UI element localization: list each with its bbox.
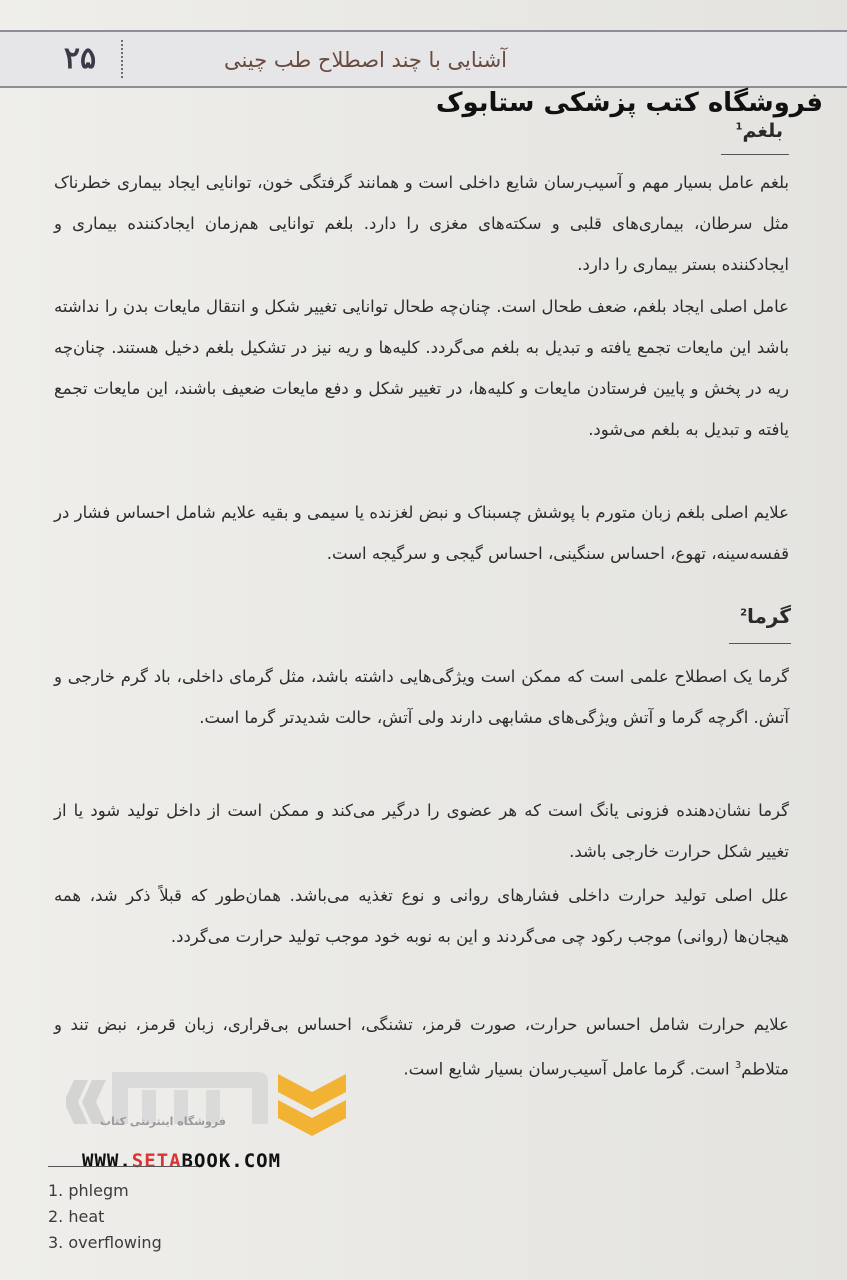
footnote-mark: 3 xyxy=(734,1060,742,1071)
section-heading-heat xyxy=(740,604,791,628)
footnote-item: 2. heat xyxy=(48,1207,105,1226)
paragraph: عامل اصلی ایجاد بلغم، ضعف طحال است. چنان‌چه طحال توانایی تغییر شکل و انتقال مایعات بدن را نداشته باشد این مایعات تجمع یافته و تبدیل به بلغم می‌گردد. کلیه‌ها و ریه نیز در تشکیل بلغم دخیل هستند. چنان‌چه ریه در پخش و پایین فرستادن مایعات و کلیه‌ها، در تغییر شکل و دفع مایعات ضعیف باشند، این مایعات تجمع یافته و تبدیل به بلغم می‌شود. xyxy=(54,297,789,439)
heading-text: گرما xyxy=(747,604,791,628)
heading-text: بلغم xyxy=(742,120,783,142)
setabook-logo xyxy=(66,1068,366,1152)
footnote-mark: 2 xyxy=(740,607,748,619)
url-part: BOOK.COM xyxy=(181,1150,282,1172)
footnotes xyxy=(48,1178,162,1256)
footnote-item: 3. overflowing xyxy=(48,1233,162,1252)
watermark-caption: فروشگاه اینترنتی کتاب xyxy=(100,1115,226,1128)
section-heading-phlegm xyxy=(736,120,783,142)
footnote-item: 1. phlegm xyxy=(48,1181,129,1200)
watermark-url xyxy=(82,1150,281,1172)
setabook-logo-icon xyxy=(66,1068,366,1148)
paragraph: علل اصلی تولید حرارت داخلی فشارهای روانی و نوع تغذیه می‌باشد. همان‌طور که قبلاً ذکر شد، همه هیجان‌ها (روانی) موجب رکود چی می‌گردند و این به نوبه خود موجب تولید حرارت می‌گردد. xyxy=(54,886,789,946)
chapter-title: آشنایی با چند اصطلاح طب چینی xyxy=(224,48,507,72)
footnote-rule xyxy=(48,1166,198,1167)
page-number: ۲۵ xyxy=(63,41,97,76)
heading-underline xyxy=(721,154,789,155)
paragraph-text: علایم حرارت شامل احساس حرارت، صورت قرمز، تشنگی، احساس بی‌قراری، زبان قرمز، نبض تند و متلاطم xyxy=(54,1015,789,1079)
url-highlight: SETA xyxy=(131,1150,182,1172)
paragraph-text: است. گرما عامل آسیب‌رسان بسیار شایع است. xyxy=(403,1059,735,1079)
paragraph: گرما یک اصطلاح علمی است که ممکن است ویژگی‌هایی داشته باشد، مثل گرمای داخلی، باد گرم خارجی و آتش. اگرچه گرما و آتش ویژگی‌های مشابهی دارند ولی آتش، حالت شدیدتر گرما است. xyxy=(54,667,789,727)
paragraph: بلغم عامل بسیار مهم و آسیب‌رسان شایع داخلی است و همانند گرفتگی خون، توانایی ایجاد بیماری خطرناک مثل سرطان، بیماری‌های قلبی و سکته‌های مغزی را دارد. بلغم توانایی هم‌زمان ایجادکننده بیماری و ایجادکننده بستر بیماری را دارد. xyxy=(54,173,789,274)
heading-underline xyxy=(729,643,791,644)
paragraph: گرما نشان‌دهنده فزونی یانگ است که هر عضوی را درگیر می‌کند و ممکن است از داخل تولید شود یا از تغییر شکل حرارت خارجی باشد. xyxy=(54,801,789,861)
url-part: WWW. xyxy=(82,1150,132,1172)
store-banner: فروشگاه کتب پزشکی ستابوک xyxy=(435,88,823,118)
page-header xyxy=(0,30,847,88)
footnote-mark: 1 xyxy=(735,121,743,133)
header-divider xyxy=(121,40,123,78)
paragraph: علایم اصلی بلغم زبان متورم با پوشش چسبناک و نبض لغزنده یا سیمی و بقیه علایم شامل احساس فشار در قفسه‌سینه، تهوع، احساس سنگینی، احساس گیجی و سرگیجه است. xyxy=(54,503,789,563)
